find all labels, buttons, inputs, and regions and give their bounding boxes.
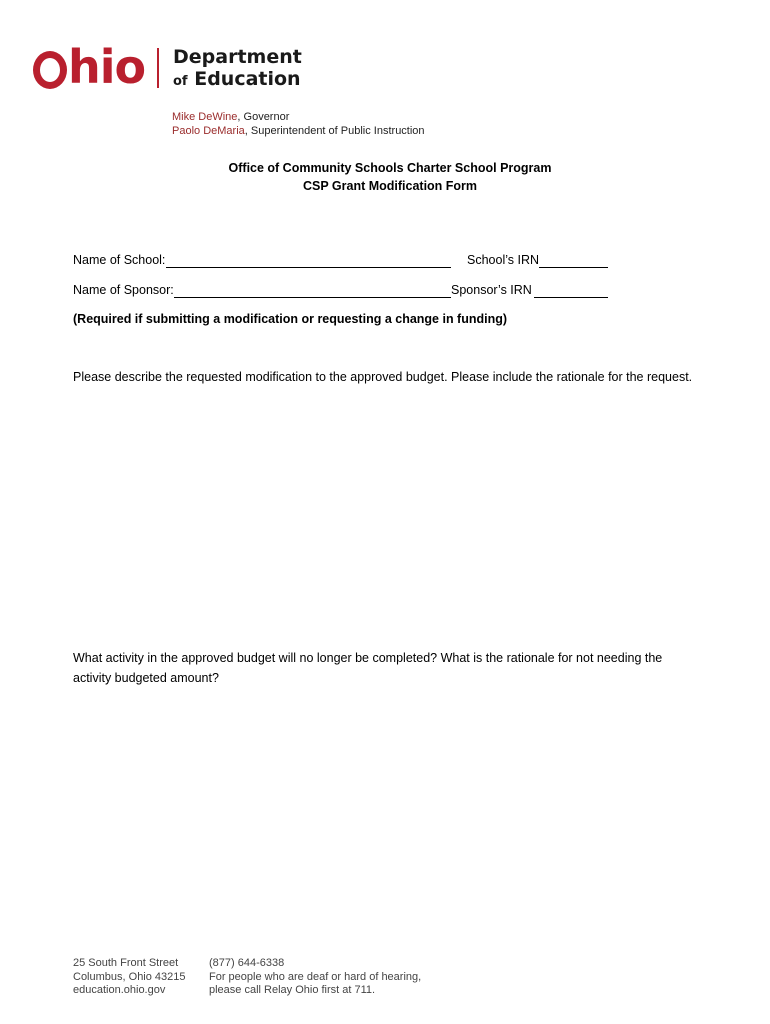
- school-name-label: Name of School:: [73, 253, 166, 267]
- footer-address-line-2: Columbus, Ohio 43215: [73, 970, 186, 983]
- school-irn-field[interactable]: [539, 252, 608, 268]
- dept-line-1: Department: [173, 46, 302, 68]
- ohio-logo-o-icon: [33, 51, 67, 89]
- sponsor-irn-label: Sponsor’s IRN: [451, 283, 532, 297]
- required-note: (Required if submitting a modification or requesting a change in funding): [73, 312, 508, 326]
- governor-title: , Governor: [237, 111, 290, 123]
- form-title-line-2: CSP Grant Modification Form: [302, 179, 478, 193]
- footer-website: education.ohio.gov: [73, 984, 166, 996]
- governor-name: Mike DeWine: [172, 111, 238, 123]
- footer-relay-line-2: please call Relay Ohio first at 711.: [209, 984, 376, 996]
- sponsor-name-field[interactable]: [174, 282, 451, 298]
- sponsor-name-label: Name of Sponsor:: [73, 283, 174, 297]
- superintendent-title: , Superintendent of Public Instruction: [244, 125, 425, 137]
- dept-line-2: [173, 68, 302, 93]
- dept-of: of: [173, 74, 188, 89]
- department-logo-text: [173, 46, 302, 93]
- form-title-line-1: Office of Community Schools Charter School Program: [228, 161, 552, 175]
- modification-response-area[interactable]: [73, 410, 693, 635]
- footer-contact: [209, 957, 421, 998]
- logo-divider: [157, 48, 159, 88]
- superintendent-name: Paolo DeMaria: [172, 125, 245, 137]
- dept-education: Education: [194, 68, 301, 90]
- sponsor-irn-field[interactable]: [534, 282, 608, 298]
- governor-line: [172, 110, 289, 124]
- footer-address: [73, 957, 186, 998]
- activity-response-area[interactable]: [73, 692, 693, 937]
- ohio-logo: [33, 40, 145, 94]
- superintendent-line: [172, 124, 425, 138]
- school-irn-label: School’s IRN: [467, 253, 540, 267]
- ohio-logo-text: hio: [68, 40, 146, 94]
- question-modification: Please describe the requested modification to the approved budget. Please include the rationale for the request.: [73, 370, 693, 384]
- footer-relay-line-1: For people who are deaf or hard of hearing,: [209, 970, 422, 983]
- footer-phone: (877) 644-6338: [209, 957, 285, 969]
- footer-address-line-1: 25 South Front Street: [73, 957, 179, 969]
- school-name-field[interactable]: [166, 252, 451, 268]
- question-activity: What activity in the approved budget will no longer be completed? What is the rationale for not needing the activity budgeted amount?: [73, 651, 663, 685]
